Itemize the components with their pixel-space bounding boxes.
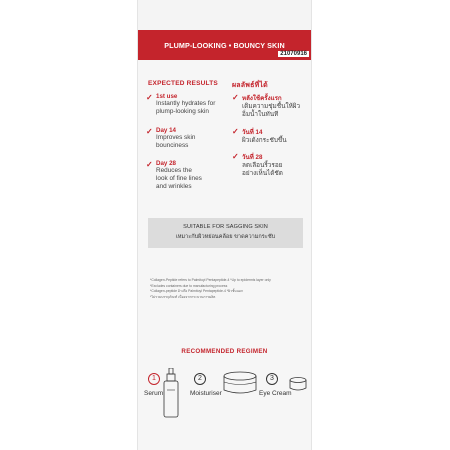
step-text-line: Improves skin — [156, 134, 196, 141]
footnote-line: *Collagen-Peptide refers to Palmitoyl Pentapeptide-4 *Up to epidermis layer only — [150, 278, 271, 282]
serum-bottle-icon — [160, 368, 182, 418]
step-text-line: อิ่มน้ำในทันที — [242, 111, 279, 118]
regimen-title: RECOMMENDED REGIMEN — [181, 348, 268, 355]
step-label: Day 28 — [156, 160, 176, 167]
step-text-line: ผิวเด้งกระชับขึ้น — [242, 137, 287, 144]
step-text-line: อย่างเห็นได้ชัด — [242, 170, 283, 177]
footnote-line: *Collagen-peptide อ้างถึง Palmitoyl Pentapeptide-4 *ผิวชั้นนอก — [150, 289, 244, 294]
result-step-th-3 — [232, 152, 306, 178]
results-heading-en: EXPECTED RESULTS — [148, 80, 218, 87]
result-step-en-3 — [146, 160, 230, 191]
step-label-eye-cream: Eye Cream — [259, 390, 292, 397]
suitable-text-en: SUITABLE FOR SAGGING SKIN — [183, 224, 268, 230]
eye-cream-jar-icon — [288, 376, 308, 392]
result-step-en-2 — [146, 127, 230, 150]
check-icon: ✓ — [146, 127, 153, 136]
check-icon: ✓ — [232, 93, 239, 102]
banner-title: PLUMP-LOOKING • BOUNCY SKIN — [164, 40, 285, 50]
product-box — [137, 0, 312, 450]
footnote-line: *Excludes containers due to manufacturing process — [150, 283, 228, 288]
check-icon: ✓ — [232, 127, 239, 136]
step-number-3: 3 — [266, 373, 278, 385]
step-text-line: bounciness — [156, 142, 189, 149]
step-text-line: Instantly hydrates for — [156, 100, 216, 107]
result-step-th-2 — [232, 127, 306, 145]
step-text-line: plump-looking skin — [156, 108, 209, 115]
suitable-text-th: เหมาะกับผิวหย่อนคล้อย ขาดความกระชับ — [175, 234, 276, 240]
step-label: Day 14 — [156, 127, 176, 134]
check-icon: ✓ — [146, 160, 153, 169]
step-label: วันที่ 28 — [242, 154, 263, 161]
check-icon: ✓ — [232, 152, 239, 161]
batch-code: 21070916 — [280, 51, 307, 57]
moisturiser-jar-icon — [222, 370, 258, 396]
results-heading-th: ผลลัพธ์ที่ได้ — [232, 82, 268, 89]
step-text-line: เติมความชุ่มชื้นให้ผิว — [242, 103, 301, 110]
step-label: หลังใช้ครั้งแรก — [242, 95, 282, 102]
footnotes — [150, 278, 305, 300]
suitable-for-panel — [148, 218, 303, 248]
step-text-line: look of fine lines — [156, 175, 202, 182]
step-number-1: 1 — [148, 373, 160, 385]
step-number-2: 2 — [194, 373, 206, 385]
step-text-line: Reduces the — [156, 167, 192, 174]
regimen-steps — [138, 360, 311, 420]
step-label: 1st use — [156, 93, 178, 100]
step-label-serum: Serum — [144, 390, 164, 397]
check-icon: ✓ — [146, 93, 153, 102]
footnote-line: *ไม่รวมบรรจุภัณฑ์ เนื่องจากกระบวนการผลิต — [150, 294, 216, 299]
step-label-moisturiser: Moisturiser — [190, 390, 222, 397]
result-step-th-1 — [232, 93, 306, 119]
step-text-line: ลดเลือนริ้วรอย — [242, 162, 283, 169]
step-text-line: and wrinkles — [156, 183, 192, 190]
result-step-en-1 — [146, 93, 230, 116]
box-top-flap — [138, 0, 311, 30]
step-label: วันที่ 14 — [242, 129, 263, 136]
